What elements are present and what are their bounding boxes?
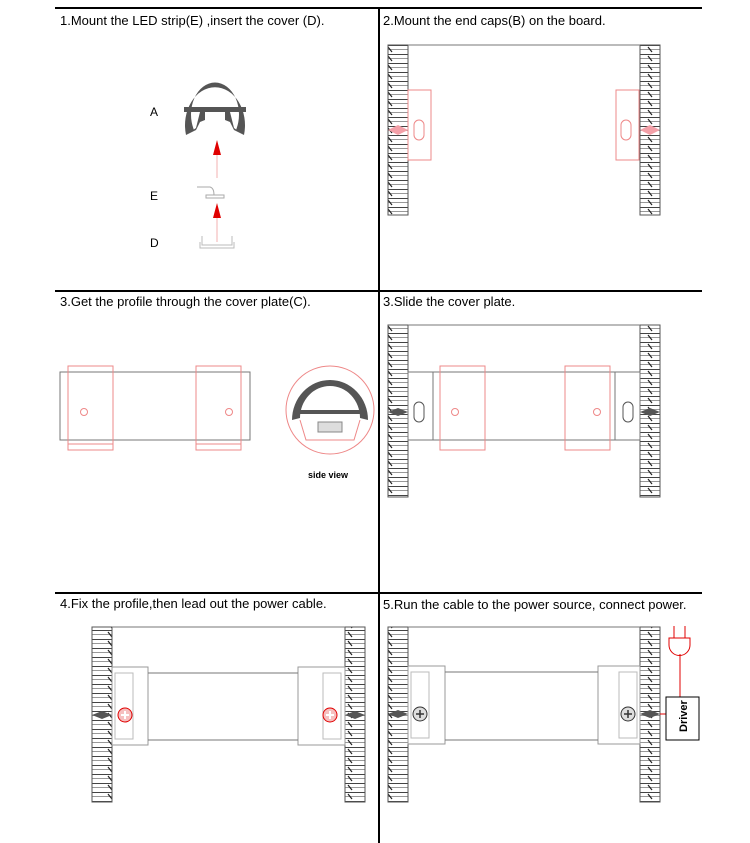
board-step5 [388,627,660,802]
board-step4 [92,627,365,802]
driver-label: Driver [678,700,690,732]
side-view-drawing [286,366,374,454]
grid-lines [55,8,702,843]
board-step3 [388,325,660,497]
arrows [213,140,221,242]
step4-caption: 4.Fix the profile,then lead out the power cable. [60,596,327,611]
step3-caption: 3.Get the profile through the cover plate(C). [60,294,311,309]
label-d: D [150,236,159,250]
side-view-label: side view [308,470,349,480]
step2-caption: 2.Mount the end caps(B) on the board. [383,13,606,28]
step5-caption: 5.Run the cable to the power source, connect power. [383,597,687,612]
label-e: E [150,189,159,203]
led-strip-e [197,187,224,198]
step1-caption: 1.Mount the LED strip(E) ,insert the cover (D). [60,13,325,28]
profile-cross-section-a [184,83,246,135]
step3b-caption: 3.Slide the cover plate. [383,294,516,309]
label-a: A [150,105,159,119]
board-step2 [388,45,660,215]
profile-with-cover-plates [60,366,250,450]
